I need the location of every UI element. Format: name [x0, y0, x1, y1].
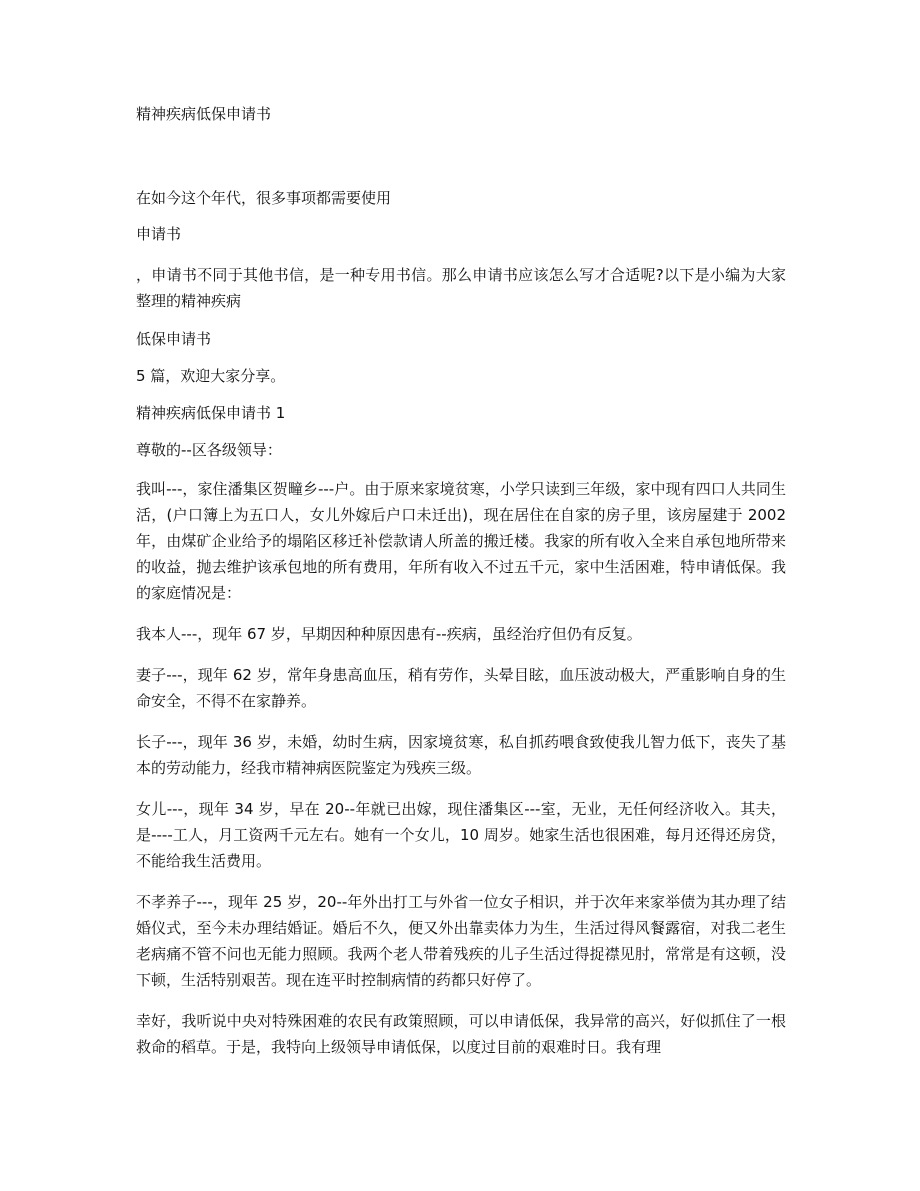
body-paragraph: 长子---，现年 36 岁，未婚，幼时生病，因家境贫寒，私自抓药喂食致使我儿智力低下，丧失了基本的劳动能力，经我市精神病医院鉴定为残疾三级。 — [136, 733, 786, 777]
body-paragraph: 幸好，我听说中央对特殊困难的农民有政策照顾，可以申请低保，我异常的高兴，好似抓住了一根救命的稻草。于是，我特向上级领导申请低保，以度过目前的艰难时日。我有理 — [136, 1012, 786, 1056]
body-paragraph: 我本人---，现年 67 岁，早期因种种原因患有--疾病，虽经治疗但仍有反复。 — [136, 625, 642, 643]
intro-line-1: 在如今这个年代，很多事项都需要使用 — [136, 189, 392, 207]
body-paragraph: 妻子---，现年 62 岁，常年身患高血压，稍有劳作，头晕目眩，血压波动极大，严重影响自身的生命安全，不得不在家静养。 — [136, 666, 786, 710]
body-paragraph: 女儿---，现年 34 岁，早在 20--年就已出嫁，现住潘集区---室，无业，无任何经济收入。其夫，是----工人，月工资两千元左右。她有一个女儿，10 周岁。她家生活也很困难，每月还得还房贷，不能给我生活费用。 — [136, 800, 786, 870]
salutation: 尊敬的--区各级领导： — [136, 441, 282, 459]
body-paragraph: 我叫---，家住潘集区贺疃乡---户。由于原来家境贫寒，小学只读到三年级，家中现有四口人共同生活，(户口簿上为五口人，女儿外嫁后户口未迁出)，现在居住在自家的房子里，该房屋建于 2002 年，由煤矿企业给予的塌陷区移迁补偿款请人所盖的搬迁楼。我家的所有收入全来自承包地所带来的收益，抛去维护该承包地的所有费用，年所有收入不过五千元，家中生活困难，特申请低保。我的家庭情况是： — [136, 480, 786, 602]
section-title: 精神疾病低保申请书 1 — [136, 404, 286, 422]
intro-line-5: 5 篇，欢迎大家分享。 — [136, 367, 286, 385]
intro-line-4: 低保申请书 — [136, 330, 212, 348]
document-title: 精神疾病低保申请书 — [136, 105, 272, 123]
document-body — [136, 104, 786, 1060]
intro-line-2: 申请书 — [136, 225, 182, 243]
intro-paragraph: ，申请书不同于其他书信，是一种专用书信。那么申请书应该怎么写才合适呢?以下是小编为大家整理的精神疾病 — [136, 266, 786, 310]
body-paragraph: 不孝养子---，现年 25 岁，20--年外出打工与外省一位女子相识，并于次年来家举债为其办理了结婚仪式，至今未办理结婚证。婚后不久，便又外出靠卖体力为生，生活过得风餐露宿，对我二老生老病痛不管不问也无能力照顾。我两个老人带着残疾的儿子生活过得捉襟见肘，常常是有这顿，没下顿，生活特别艰苦。现在连平时控制病情的药都只好停了。 — [136, 893, 786, 989]
